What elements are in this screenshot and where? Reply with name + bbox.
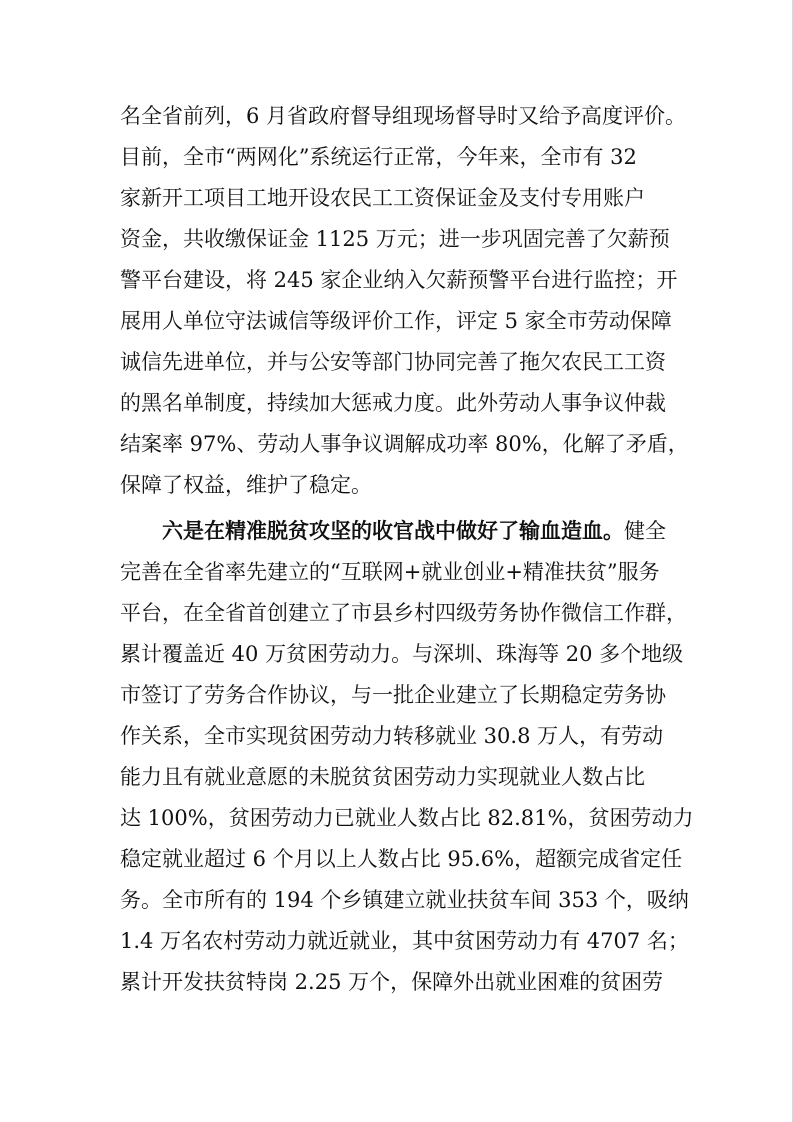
text-run: 健全 (624, 519, 666, 543)
text-line: 结案率 97%、劳动人事争议调解成功率 80%，化解了矛盾， (120, 432, 689, 456)
text-line: 达 100%，贫困劳动力已就业人数占比 82.81%，贫困劳动力 (120, 806, 694, 830)
text-line: 累计覆盖近 40 万贫困劳动力。与深圳、珠海等 20 多个地级 (120, 642, 684, 666)
text-line: 家新开工项目工地开设农民工工资保证金及支付专用账户 (120, 186, 645, 210)
text-line: 完善在全省率先建立的“互联网+就业创业+精准扶贫”服务 (120, 560, 660, 584)
text-line: 累计开发扶贫特岗 2.25 万个，保障外出就业困难的贫困劳 (120, 970, 664, 994)
text-line: 平台，在全省首创建立了市县乡村四级劳务协作微信工作群， (120, 601, 687, 625)
text-line: 稳定就业超过 6 个月以上人数占比 95.6%，超额完成省定任 (120, 847, 683, 871)
text-line: 警平台建设，将 245 家企业纳入欠薪预警平台进行监控；开 (120, 268, 678, 292)
text-line: 资金，共收缴保证金 1125 万元；进一步巩固完善了欠薪预 (120, 227, 670, 251)
text-line: 保障了权益，维护了稳定。 (120, 473, 372, 497)
text-line: 诚信先进单位，并与公安等部门协同完善了拖欠农民工工资 (120, 350, 666, 374)
text-line: 能力且有就业意愿的未脱贫贫困劳动力实现就业人数占比 (120, 765, 645, 789)
text-line: 务。全市所有的 194 个乡镇建立就业扶贫车间 353 个，吸纳 (120, 888, 689, 912)
text-line: 目前，全市“两网化”系统运行正常，今年来，全市有 32 (120, 145, 637, 169)
paragraph-heading: 六是在精准脱贫攻坚的收官战中做好了输血造血。 (162, 518, 624, 543)
paragraph-lead-line (162, 512, 666, 550)
text-line: 市签订了劳务合作协议，与一批企业建立了长期稳定劳务协 (120, 683, 666, 707)
text-line: 1.4 万名农村劳动力就近就业，其中贫困劳动力有 4707 名； (120, 929, 689, 953)
text-line: 作关系，全市实现贫困劳动力转移就业 30.8 万人，有劳动 (120, 724, 664, 748)
text-line: 的黑名单制度，持续加大惩戒力度。此外劳动人事争议仲裁 (120, 391, 666, 415)
text-line: 名全省前列，6 月省政府督导组现场督导时又给予高度评价。 (120, 104, 687, 128)
text-line: 展用人单位守法诚信等级评价工作，评定 5 家全市劳动保障 (120, 309, 672, 333)
